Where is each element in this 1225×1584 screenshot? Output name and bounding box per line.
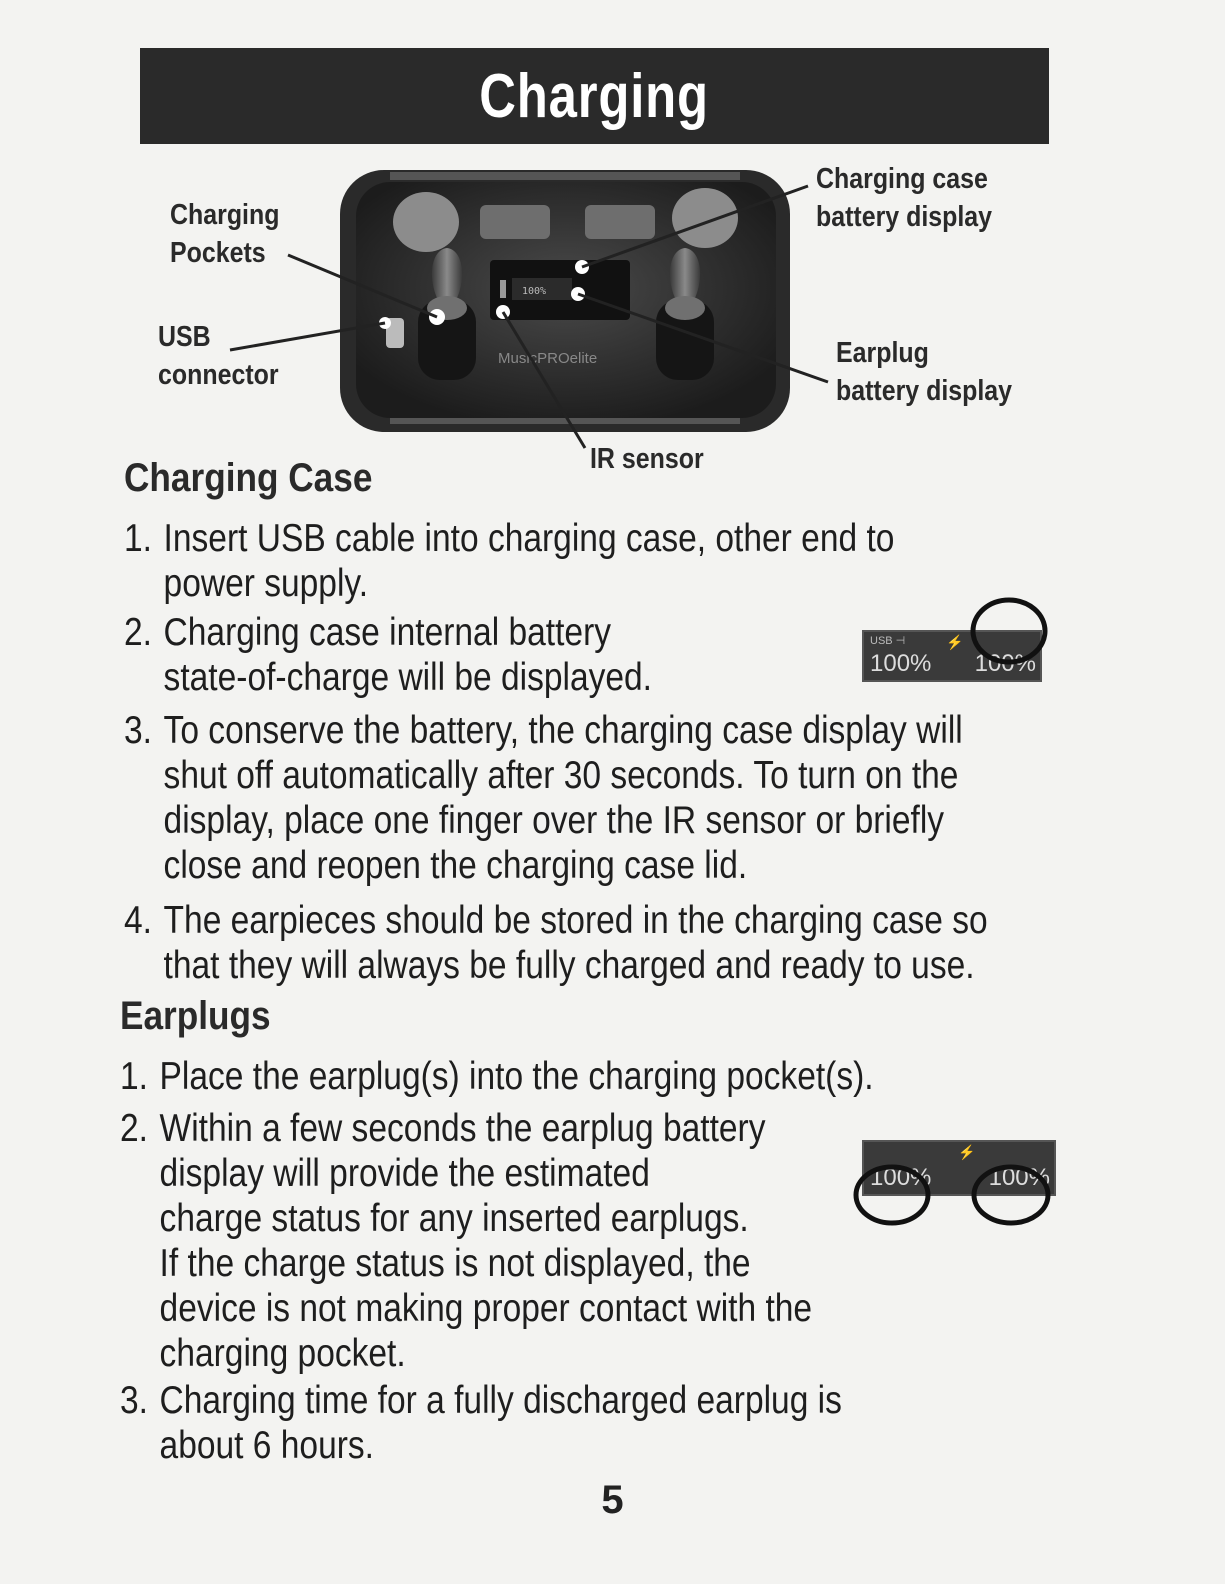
item-text: device is not making proper contact with the bbox=[159, 1287, 813, 1330]
charging-case-figure bbox=[0, 150, 1225, 480]
item-text: state-of-charge will be displayed. bbox=[163, 656, 653, 699]
callout-usb-connector bbox=[158, 318, 279, 394]
lightning-icon: ⚡ bbox=[946, 634, 964, 650]
earplug-left bbox=[432, 248, 462, 300]
item-text: display will provide the estimated bbox=[159, 1152, 650, 1195]
item-text: If the charge status is not displayed, the bbox=[159, 1242, 751, 1285]
usb-label-icon: USB ⊣ bbox=[870, 635, 906, 647]
item-text: Charging case internal battery bbox=[163, 611, 612, 654]
item-text: charge status for any inserted earplugs. bbox=[159, 1197, 749, 1240]
item-text: shut off automatically after 30 seconds. To turn on the bbox=[163, 754, 959, 797]
highlight-circle-icon bbox=[850, 1160, 934, 1230]
item-number: 1. bbox=[124, 517, 152, 560]
item-number: 2. bbox=[124, 611, 152, 654]
section-heading-earplugs: Earplugs bbox=[120, 994, 271, 1038]
highlight-circle-icon bbox=[968, 1160, 1054, 1230]
callout-line: USB bbox=[158, 321, 211, 353]
callout-line: Charging case bbox=[816, 163, 988, 195]
list-item bbox=[120, 1106, 812, 1376]
item-number: 3. bbox=[124, 709, 152, 752]
callout-charging-pockets bbox=[170, 196, 279, 272]
callout-line: Pockets bbox=[170, 237, 266, 269]
callout-line: connector bbox=[158, 359, 279, 391]
list-item bbox=[124, 516, 894, 606]
item-text: Charging time for a fully discharged earplug is bbox=[159, 1379, 842, 1422]
item-text: close and reopen the charging case lid. bbox=[163, 844, 748, 887]
item-text: The earpieces should be stored in the charging case so bbox=[163, 899, 988, 942]
page-title: Charging bbox=[479, 61, 710, 131]
left-earplug-charge-value: 100% bbox=[870, 1164, 932, 1191]
lightning-icon: ⚡ bbox=[958, 1144, 976, 1160]
callout-line: battery display bbox=[816, 201, 993, 233]
item-number: 3. bbox=[120, 1379, 148, 1422]
callout-line: Earplug bbox=[836, 337, 929, 369]
list-item bbox=[120, 1378, 842, 1468]
item-text: Insert USB cable into charging case, other end to bbox=[163, 517, 895, 560]
item-number: 2. bbox=[120, 1107, 148, 1150]
right-earplug-charge-value: 100% bbox=[988, 1164, 1050, 1191]
item-text: Place the earplug(s) into the charging pocket(s). bbox=[159, 1055, 874, 1098]
svg-text:100%: 100% bbox=[522, 286, 547, 297]
page-number: 5 bbox=[601, 1478, 624, 1522]
case-charge-value: 100% bbox=[870, 650, 932, 677]
item-text: Within a few seconds the earplug battery bbox=[159, 1107, 766, 1150]
callout-earplug-battery-display bbox=[836, 334, 1012, 410]
case-logo: MusicPROelite bbox=[498, 350, 598, 367]
item-text: display, place one finger over the IR sensor or briefly bbox=[163, 799, 945, 842]
page-title-banner bbox=[140, 48, 1049, 144]
item-number: 1. bbox=[120, 1055, 148, 1098]
item-text: charging pocket. bbox=[159, 1332, 406, 1375]
list-item bbox=[120, 1054, 874, 1099]
foam-tip-right bbox=[672, 188, 738, 248]
earplug-right bbox=[670, 248, 700, 300]
item-text: power supply. bbox=[163, 562, 369, 605]
list-item bbox=[124, 708, 963, 888]
item-text: that they will always be fully charged and ready to use. bbox=[163, 944, 975, 987]
item-text: about 6 hours. bbox=[159, 1424, 375, 1467]
item-number: 4. bbox=[124, 899, 152, 942]
foam-tip-left bbox=[393, 192, 459, 252]
list-item bbox=[124, 898, 988, 988]
callout-line: battery display bbox=[836, 375, 1013, 407]
earplug-charge-value: 100% bbox=[974, 650, 1036, 677]
item-text: To conserve the battery, the charging case display will bbox=[163, 709, 963, 752]
callout-ir-sensor: IR sensor bbox=[590, 443, 704, 475]
callout-case-battery-display bbox=[816, 160, 992, 236]
list-item bbox=[124, 610, 652, 700]
callout-line: Charging bbox=[170, 199, 280, 231]
highlight-circle-icon bbox=[968, 596, 1050, 670]
section-heading-charging-case: Charging Case bbox=[124, 456, 373, 500]
